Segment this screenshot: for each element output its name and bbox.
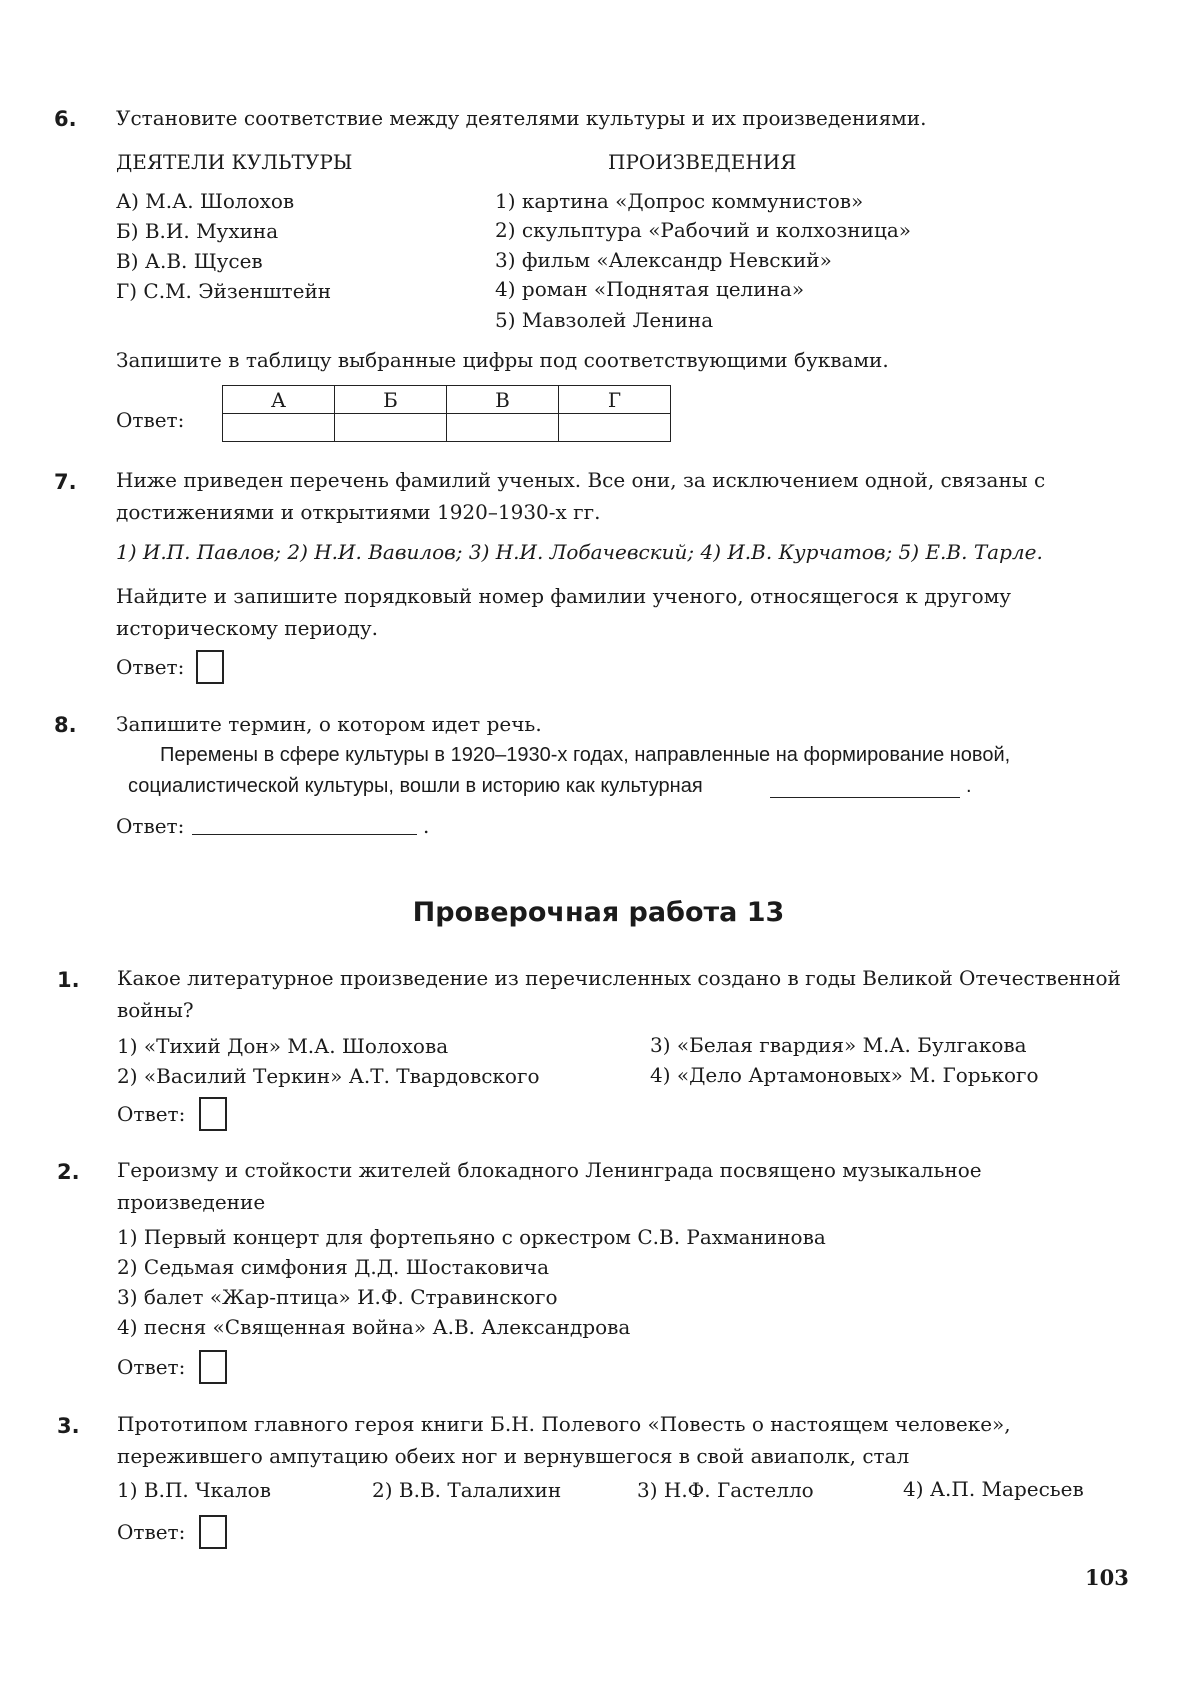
q6-right-item: 4) роман «Поднятая целина» xyxy=(495,277,805,301)
q7-answer-label: Ответ: xyxy=(116,655,185,679)
answer-cell[interactable] xyxy=(559,414,671,442)
table-header-cell: В xyxy=(447,386,559,414)
q7-instruction: Найдите и запишите порядковый номер фамилии ученого, относящегося к другому историческому периоду. xyxy=(116,584,1012,640)
q6-left-item: Г) С.М. Эйзенштейн xyxy=(116,279,332,303)
p2-option: 4) песня «Священная война» А.В. Александрова xyxy=(117,1315,631,1339)
p3-answer-box[interactable] xyxy=(199,1515,227,1549)
p3-option: 3) Н.Ф. Гастелло xyxy=(637,1478,814,1502)
q6-left-item: В) А.В. Щусев xyxy=(116,249,263,273)
q6-right-item: 3) фильм «Александр Невский» xyxy=(495,248,832,272)
p1-number: 1. xyxy=(57,968,80,992)
q6-right-item: 1) картина «Допрос коммунистов» xyxy=(495,189,864,213)
p3-number: 3. xyxy=(57,1414,80,1438)
q6-answer-label: Ответ: xyxy=(116,408,185,432)
p1-option: 4) «Дело Артамоновых» М. Горького xyxy=(650,1063,1039,1087)
q6-right-item: 5) Мавзолей Ленина xyxy=(495,308,714,332)
q7-list: 1) И.П. Павлов; 2) Н.И. Вавилов; 3) Н.И. Лобачевский; 4) И.В. Курчатов; 5) Е.В. Тарле. xyxy=(116,540,1043,564)
p3-answer-label: Ответ: xyxy=(117,1520,186,1544)
q6-left-item: А) М.А. Шолохов xyxy=(116,189,295,213)
table-header-row xyxy=(223,386,671,414)
p2-option: 2) Седьмая симфония Д.Д. Шостаковича xyxy=(117,1255,550,1279)
table-header-cell: Б xyxy=(335,386,447,414)
table-header-cell: А xyxy=(223,386,335,414)
q6-left-header: ДЕЯТЕЛИ КУЛЬТУРЫ xyxy=(116,150,353,174)
q6-right-item: 2) скульптура «Рабочий и колхозница» xyxy=(495,218,911,242)
answer-cell[interactable] xyxy=(447,414,559,442)
q8-number: 8. xyxy=(54,713,77,737)
answer-cell[interactable] xyxy=(335,414,447,442)
p2-option: 3) балет «Жар-птица» И.Ф. Стравинского xyxy=(117,1285,558,1309)
q6-question: Установите соответствие между деятелями культуры и их произведениями. xyxy=(116,106,927,130)
q8-answer-label: Ответ: xyxy=(116,814,185,838)
p1-question: Какое литературное произведение из перечисленных создано в годы Великой Отечественной войны? xyxy=(117,966,1121,1022)
q6-answer-table xyxy=(222,385,671,442)
p3-question: Прототипом главного героя книги Б.Н. Полевого «Повесть о настоящем человеке», пережившего ампутацию обеих ног и вернувшегося в свой авиаполк, стал xyxy=(117,1412,1011,1468)
q7-question: Ниже приведен перечень фамилий ученых. Все они, за исключением одной, связаны с достижениями и открытиями 1920–1930-х гг. xyxy=(116,468,1046,524)
q8-passage-blank xyxy=(770,797,960,798)
table-answer-row xyxy=(223,414,671,442)
q8-passage-end: . xyxy=(966,775,972,797)
q8-passage-line1: Перемены в сфере культуры в 1920–1930-х годах, направленные на формирование новой, xyxy=(160,744,1011,766)
p3-option: 1) В.П. Чкалов xyxy=(117,1478,271,1502)
q8-passage-line2: социалистической культуры, вошли в историю как культурная xyxy=(128,775,703,797)
section-title: Проверочная работа 13 xyxy=(412,897,785,928)
p2-answer-label: Ответ: xyxy=(117,1355,186,1379)
q7-number: 7. xyxy=(54,470,77,494)
p2-answer-box[interactable] xyxy=(199,1350,227,1384)
p1-option: 3) «Белая гвардия» М.А. Булгакова xyxy=(650,1033,1027,1057)
p1-answer-label: Ответ: xyxy=(117,1102,186,1126)
p2-number: 2. xyxy=(57,1160,80,1184)
p1-answer-box[interactable] xyxy=(199,1097,227,1131)
q8-answer-end: . xyxy=(423,814,430,838)
q6-instruction: Запишите в таблицу выбранные цифры под соответствующими буквами. xyxy=(116,348,889,372)
answer-cell[interactable] xyxy=(223,414,335,442)
p1-option: 2) «Василий Теркин» А.Т. Твардовского xyxy=(117,1064,540,1088)
table-header-cell: Г xyxy=(559,386,671,414)
q6-right-header: ПРОИЗВЕДЕНИЯ xyxy=(608,150,797,174)
q7-answer-box[interactable] xyxy=(196,650,224,684)
page-number: 103 xyxy=(1085,1565,1129,1590)
p3-option: 2) В.В. Талалихин xyxy=(372,1478,562,1502)
q6-number: 6. xyxy=(54,107,77,131)
q6-left-item: Б) В.И. Мухина xyxy=(116,219,279,243)
q8-answer-line[interactable] xyxy=(192,834,417,835)
p1-option: 1) «Тихий Дон» М.А. Шолохова xyxy=(117,1034,449,1058)
q8-question: Запишите термин, о котором идет речь. xyxy=(116,712,542,736)
p3-option: 4) А.П. Маресьев xyxy=(903,1477,1084,1501)
p2-question: Героизму и стойкости жителей блокадного Ленинграда посвящено музыкальное произведение xyxy=(117,1158,982,1214)
p2-option: 1) Первый концерт для фортепьяно с оркестром С.В. Рахманинова xyxy=(117,1225,826,1249)
